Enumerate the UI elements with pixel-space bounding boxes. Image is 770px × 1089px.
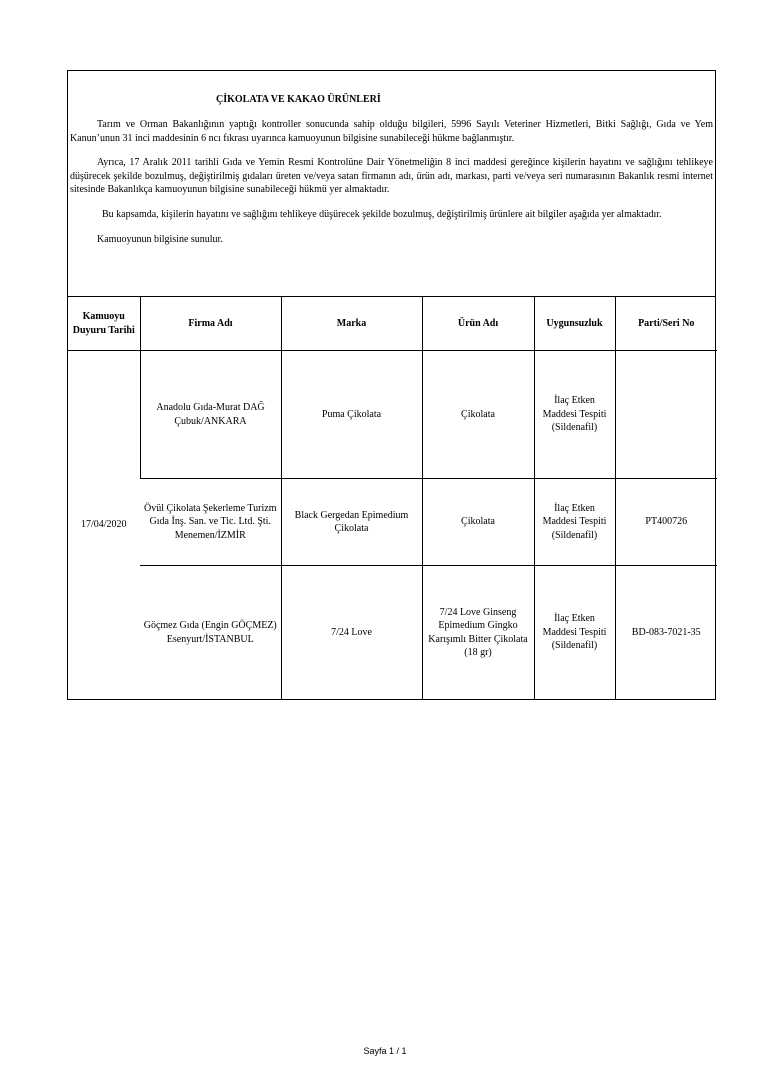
document-title: ÇİKOLATA VE KAKAO ÜRÜNLERİ xyxy=(216,94,381,105)
header-nonconformity: Uygunsuzluk xyxy=(534,297,615,351)
cell-lot: PT400726 xyxy=(615,479,717,566)
cell-product: Çikolata xyxy=(422,479,534,566)
cell-date: 17/04/2020 xyxy=(68,351,140,700)
page-number: Sayfa 1 / 1 xyxy=(363,1046,407,1056)
document-frame xyxy=(67,70,716,700)
cell-nonconformity: İlaç Etken Maddesi Tespiti (Sildenafil) xyxy=(534,479,615,566)
cell-brand: Black Gergedan Epimedium Çikolata xyxy=(281,479,422,566)
cell-nonconformity: İlaç Etken Maddesi Tespiti (Sildenafil) xyxy=(534,351,615,479)
table-row xyxy=(68,566,717,700)
cell-firm: Anadolu Gıda-Murat DAĞ Çubuk/ANKARA xyxy=(140,351,281,479)
table-row xyxy=(68,479,717,566)
cell-firm: Övül Çikolata Şekerleme Turizm Gıda İnş. San. ve Tic. Ltd. Şti. Menemen/İZMİR xyxy=(140,479,281,566)
cell-brand: Puma Çikolata xyxy=(281,351,422,479)
cell-brand: 7/24 Love xyxy=(281,566,422,700)
cell-nonconformity: İlaç Etken Maddesi Tespiti (Sildenafil) xyxy=(534,566,615,700)
intro-paragraph-3: Bu kapsamda, kişilerin hayatını ve sağlığını tehlikeye düşürecek şekilde bozulmuş, değiştirilmiş ürünlere ait bilgiler aşağıda yer almaktadır. xyxy=(102,208,662,220)
cell-lot xyxy=(615,351,717,479)
table-row xyxy=(68,351,717,479)
intro-section xyxy=(68,71,715,297)
cell-lot: BD-083-7021-35 xyxy=(615,566,717,700)
intro-paragraph-1: Tarım ve Orman Bakanlığının yaptığı kontroller sonucunda sahip olduğu bilgileri, 5996 Sayılı Veteriner Hizmetleri, Bitki Sağlığı, Gıda ve Yem Kanun’unun 31 inci maddesinin 6 ncı fıkrası uyarınca kamuoyunun bilgisine sunabileceği hükme bağlanmıştır. xyxy=(70,119,713,144)
header-firm: Firma Adı xyxy=(140,297,281,351)
intro-paragraph-4: Kamuoyunun bilgisine sunulur. xyxy=(97,234,223,245)
cell-product: 7/24 Love Ginseng Epimedium Gingko Karışımlı Bitter Çikolata (18 gr) xyxy=(422,566,534,700)
header-lot: Parti/Seri No xyxy=(615,297,717,351)
cell-product: Çikolata xyxy=(422,351,534,479)
cell-firm: Göçmez Gıda (Engin GÖÇMEZ) Esenyurt/İSTANBUL xyxy=(140,566,281,700)
products-table xyxy=(68,297,717,699)
header-product: Ürün Adı xyxy=(422,297,534,351)
intro-paragraph-2: Ayrıca, 17 Aralık 2011 tarihli Gıda ve Yemin Resmi Kontrolüne Dair Yönetmeliğin 8 inci maddesi gereğince kişilerin hayatını ve sağlığını tehlikeye düşürecek şekilde bozulmuş, değiştirilmiş gıdaları üreten ve/veya satan firmanın adı, ürün adı, markası, parti ve/veya seri numarasının Bakanlık resmi internet sitesinde Bakanlıkça kamuoyunun bilgisine sunabileceği hükmü yer almaktadır. xyxy=(70,157,713,195)
header-date: Kamuoyu Duyuru Tarihi xyxy=(72,311,135,336)
header-brand: Marka xyxy=(281,297,422,351)
table-header-row xyxy=(68,297,717,351)
